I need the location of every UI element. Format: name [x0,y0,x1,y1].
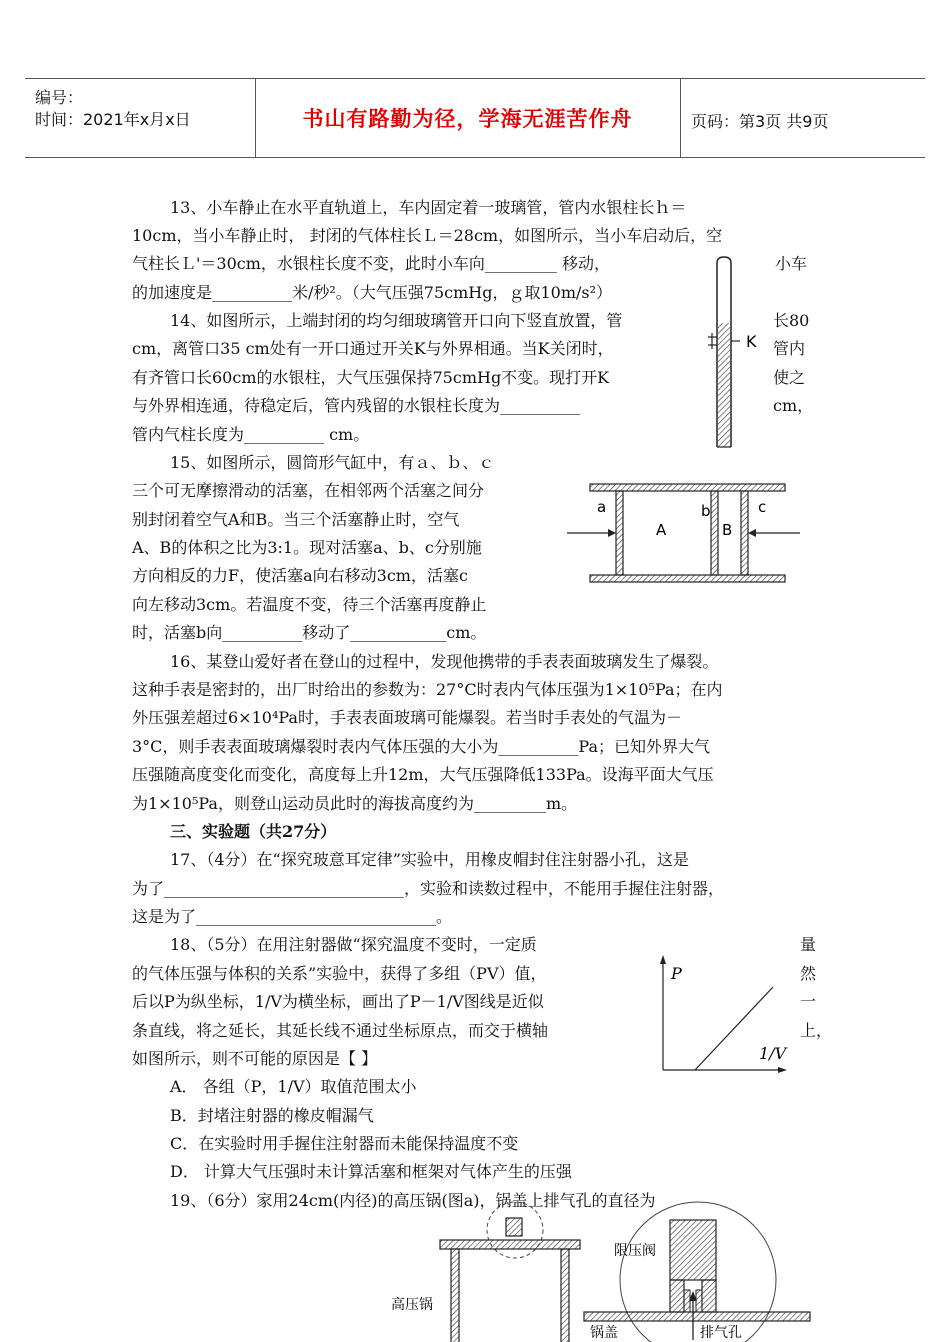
q18-line-1-tail: 量 [800,935,817,954]
pressure-cooker-figure [385,1212,585,1342]
q14-line-1-tail: 长80 [773,311,810,330]
cylinder-figure [565,478,810,593]
q14-line-3-tail: 使之 [773,368,806,387]
q13-line-3-tail: 小车 [775,254,808,273]
header-info [25,79,255,157]
q18-line-2: 的气体压强与体积的关系”实验中，获得了多组（PV）值， [132,964,547,983]
serial-label: 编号： [35,88,84,107]
q16-line-5: 压强随高度变化而变化，高度每上升12m，大气压强降低133Pa。设海平面大气压 [132,765,714,784]
q15-line-6: 向左移动3cm。若温度不变，待三个活塞再度静止 [132,595,487,614]
q16-line-2: 这种手表是密封的，出厂时给出的参数为：27°C时表内气体压强为1×10⁵Pa；在内 [132,680,723,699]
graph-y-label: P [671,964,682,983]
time-label: 时间：2021年x月x日 [35,110,191,129]
q18-line-4-tail: 上， [800,1021,833,1040]
q19-line-1: 19、（6分）家用24cm(内径)的高压锅(图a)，锅盖上排气孔的直径为 [170,1191,656,1210]
q15-line-3: 别封闭着空气A和B。当三个活塞静止时，空气 [132,510,460,529]
q18-option-a: A． 各组（P，1/V）取值范围太小 [170,1077,417,1096]
q16-line-3: 外压强差超过6×10⁴Pa时，手表表面玻璃可能爆裂。若当时手表处的气温为－ [132,708,682,727]
cylinder-label-B: B [722,521,733,539]
p-v-graph-figure [655,955,790,1075]
cylinder-label-A: A [656,521,667,539]
q15-line-1: 15、如图所示，圆筒形气缸中，有ａ、ｂ、ｃ [170,453,495,472]
cylinder-label-c: c [758,498,767,516]
q14-line-3: 有齐管口长60cm的水银柱，大气压强保持75cmHg不变。现打开K [132,368,610,387]
q14-line-4-tail: cm， [773,396,814,415]
valve-detail-figure [580,1195,810,1342]
cooker-label: 高压锅 [391,1297,433,1313]
q13-line-4: 的加速度是__________米/秒²。（大气压强75cmHg，ｇ取10m/s²） [132,283,613,302]
q18-line-5: 如图所示，则不可能的原因是【 】 [132,1049,378,1068]
q15-line-5: 方向相反的力F，使活塞a向右移动3cm，活塞c [132,566,468,585]
q15-line-2: 三个可无摩擦滑动的活塞，在相邻两个活塞之间分 [132,481,485,500]
divider [680,79,681,157]
tube-k-label: K [746,332,757,351]
cylinder-label-a: a [597,498,607,516]
lid-label: 锅盖 [590,1325,618,1341]
section-heading: 三、实验题（共27分） [170,822,337,841]
q18-line-3: 后以P为纵坐标，1/V为横坐标，画出了P－1/V图线是近似 [132,992,544,1011]
page-info: 页码：第3页 共9页 [691,112,829,131]
q14-line-5: 管内气柱长度为__________ cm。 [132,425,370,444]
q17-line-3: 这是为了______________________________。 [132,907,453,926]
glass-tube-figure [700,255,780,455]
q15-line-7: 时，活塞b向__________移动了____________cm。 [132,623,487,642]
q16-line-1: 16、某登山爱好者在登山的过程中，发现他携带的手表表面玻璃发生了爆裂。 [170,652,719,671]
q18-option-d: D． 计算大气压强时未计算活塞和框架对气体产生的压强 [170,1162,572,1181]
q18-line-3-tail: 一 [800,992,817,1011]
vent-label: 排气孔 [700,1325,742,1341]
motto: 书山有路勤为径，学海无涯苦作舟 [302,107,633,131]
q14-line-4: 与外界相连通，待稳定后，管内残留的水银柱长度为__________ [132,396,581,415]
q15-line-4: A、B的体积之比为3:1。现对活塞a、b、c分别施 [132,538,482,557]
valve-label: 限压阀 [614,1243,656,1259]
q13-line-2: 10cm，当小车静止时， 封闭的气体柱长Ｌ＝28cm，如图所示，当小车启动后，空 [132,226,723,245]
q18-line-2-tail: 然 [800,964,817,983]
q18-line-4: 条直线，将之延长，其延长线不通过坐标原点，而交于横轴 [132,1021,549,1040]
q18-option-b: B．封堵注射器的橡皮帽漏气 [170,1106,374,1125]
q18-option-c: C．在实验时用手握住注射器而未能保持温度不变 [170,1134,519,1153]
q14-line-2: cm，离管口35 cm处有一开口通过开关K与外界相通。当K关闭时， [132,339,614,358]
page-header [25,78,925,158]
q16-line-6: 为1×10⁵Pa，则登山运动员此时的海拔高度约为_________m。 [132,794,578,813]
graph-x-label: 1/V [759,1044,787,1063]
q17-line-1: 17、（4分）在“探究玻意耳定律”实验中，用橡皮帽封住注射器小孔，这是 [170,850,689,869]
cylinder-label-b: b [701,502,711,520]
q16-line-4: 3°C，则手表表面玻璃爆裂时表内气体压强的大小为__________Pa；已知外界大气 [132,737,711,756]
q17-line-2: 为了______________________________，实验和读数过程中，不能用手握住注射器， [132,879,725,898]
q14-line-1: 14、如图所示，上端封闭的均匀细玻璃管开口向下竖直放置，管 [170,311,623,330]
q18-line-1: 18、（5分）在用注射器做“探究温度不变时，一定质 [170,935,537,954]
q13-line-1: 13、小车静止在水平直轨道上，车内固定着一玻璃管，管内水银柱长ｈ＝ [170,198,687,217]
q14-line-2-tail: 管内 [773,339,806,358]
q13-line-3: 气柱长Ｌ'＝30cm，水银柱长度不变，此时小车向_________ 移动， [132,254,610,273]
